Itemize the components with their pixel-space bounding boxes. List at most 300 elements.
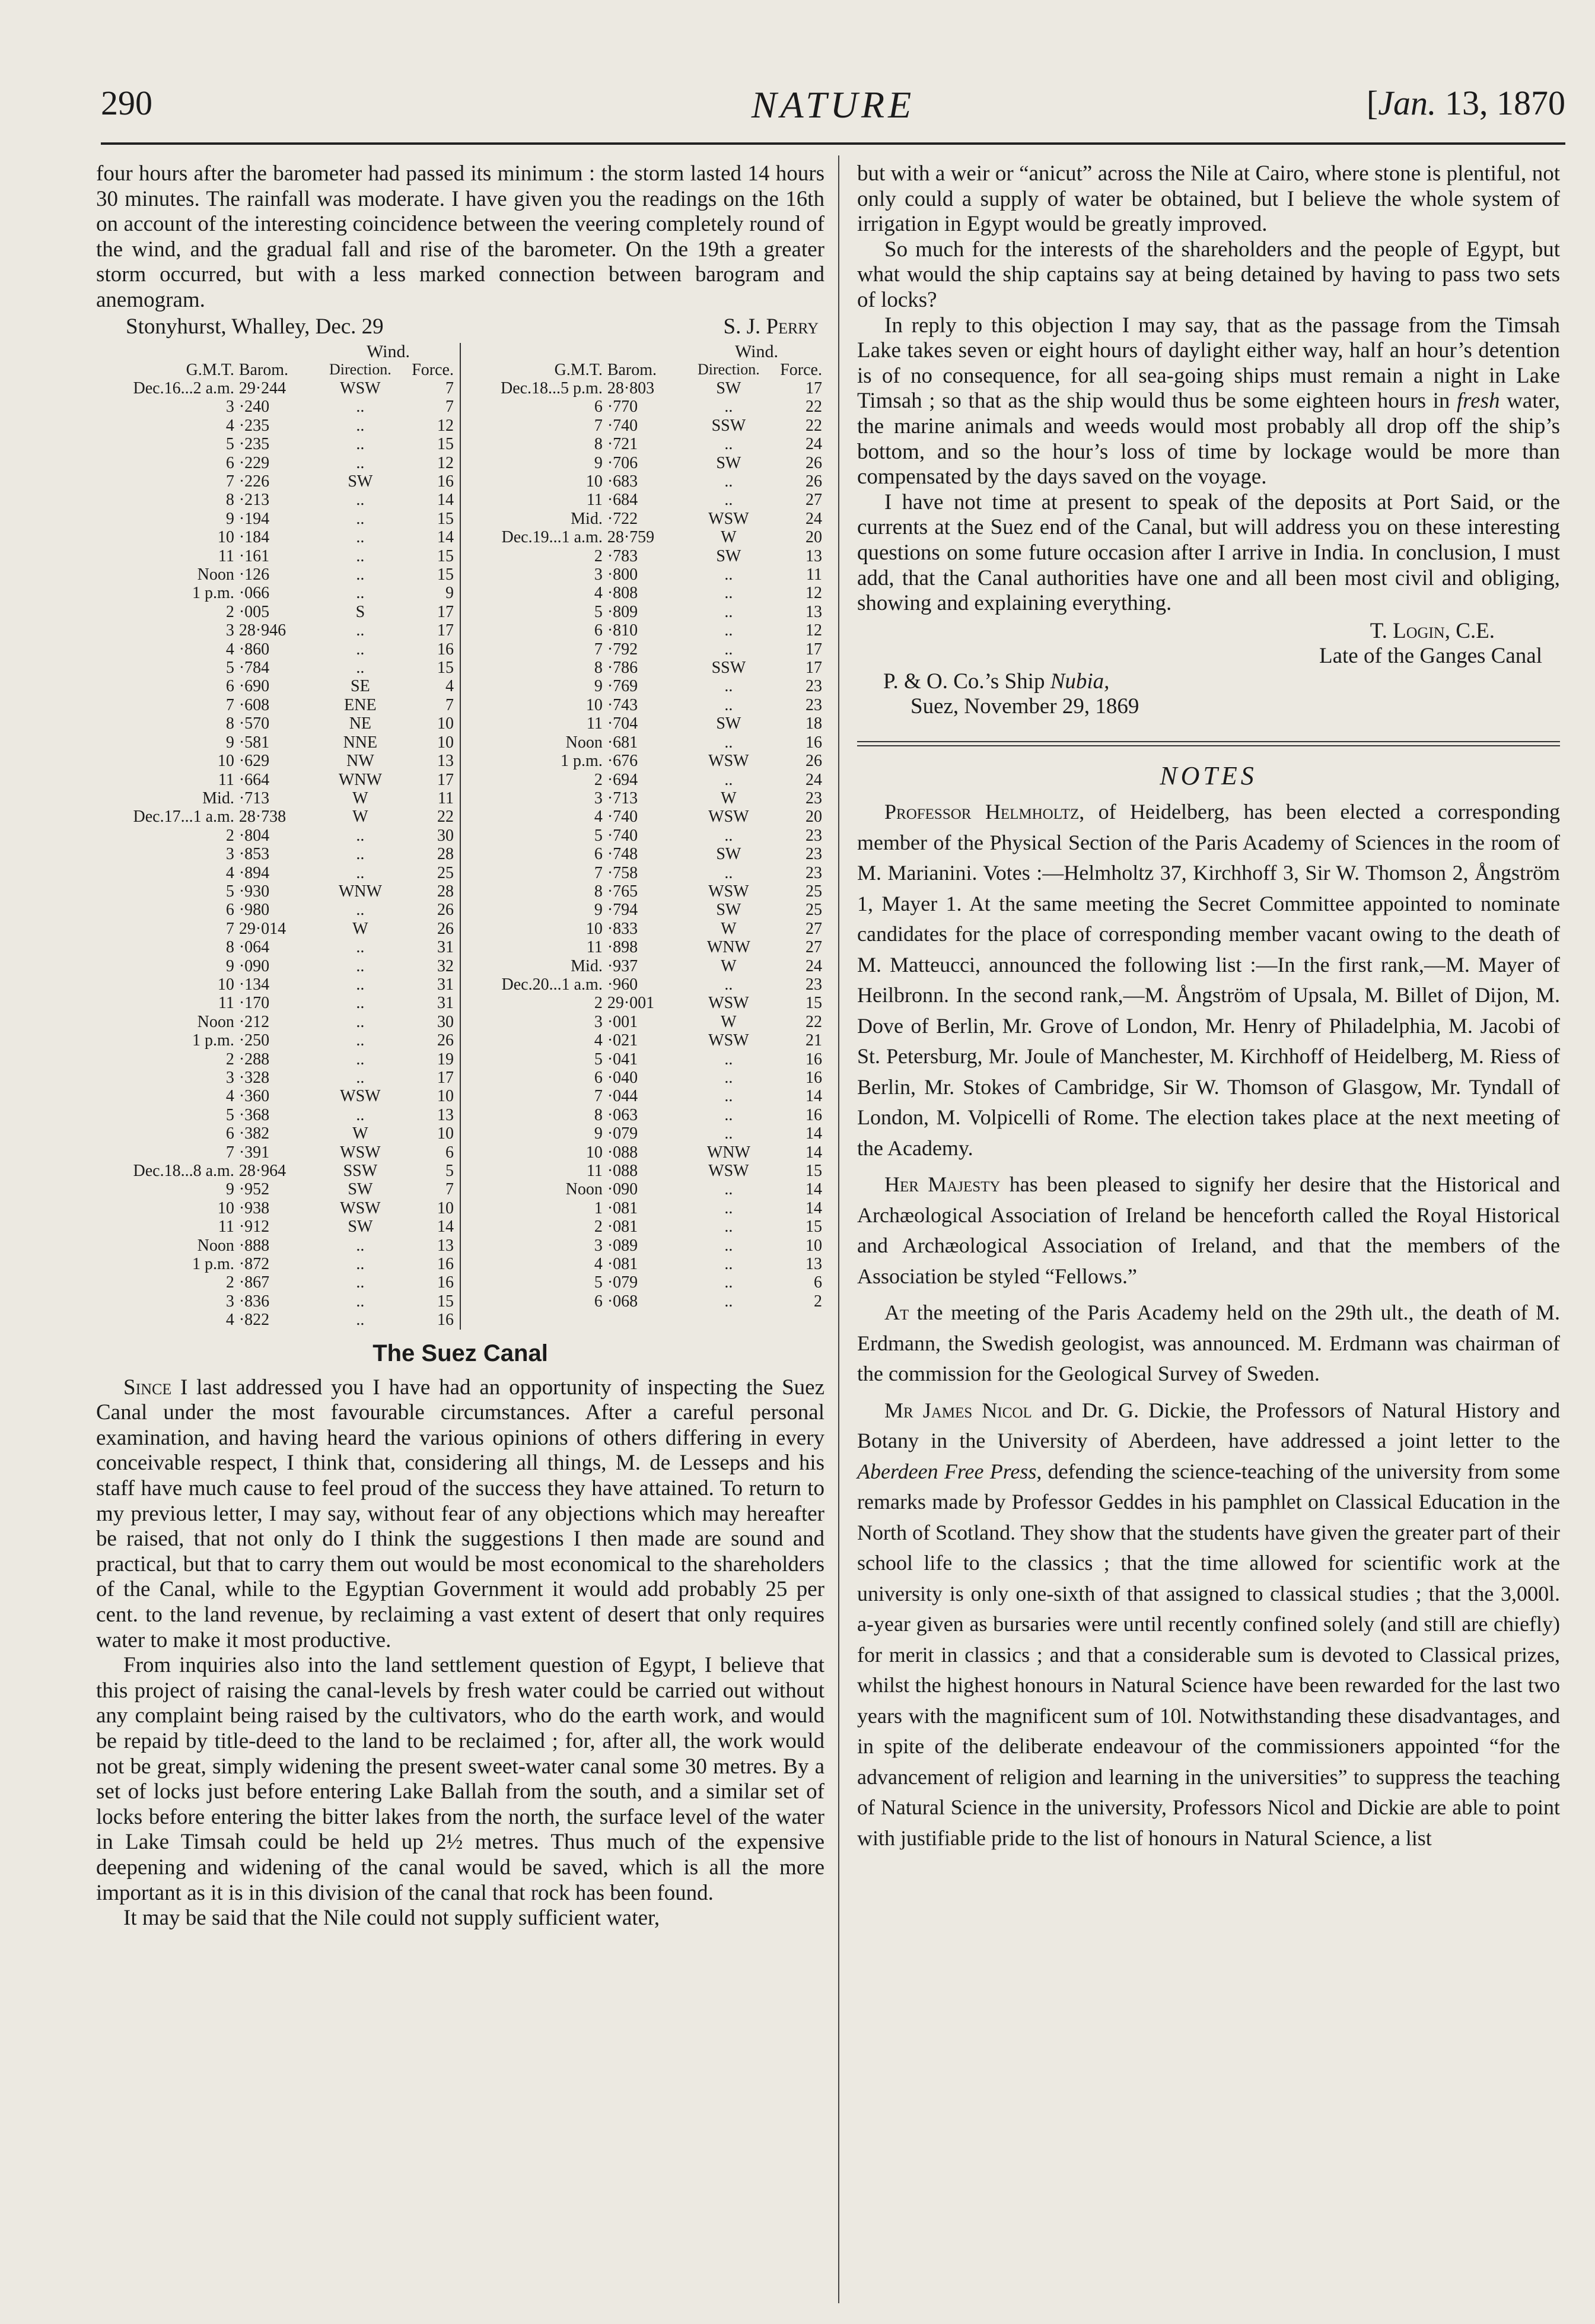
table-row	[96, 677, 456, 695]
table-row	[96, 1087, 456, 1105]
cell-direction: SW	[716, 379, 741, 398]
cell-gmt: 7	[594, 416, 603, 435]
page-number: 290	[101, 84, 152, 122]
table-row	[96, 1050, 456, 1069]
canal-paragraph-1: but with a weir or “anicut” across the Nile at Cairo, where stone is plentiful, not only could a supply of water be obtained, but I believe the whole system of irrigation in Egypt would be greatly improved.	[857, 161, 1560, 237]
cell-force: 10	[437, 1087, 454, 1106]
cell-force: 5	[445, 1162, 454, 1181]
cell-gmt: 8	[594, 435, 603, 454]
cell-direction: W	[352, 1124, 368, 1143]
table-row	[464, 1124, 824, 1143]
table-row	[96, 528, 456, 546]
cell-gmt: 5	[594, 602, 603, 621]
cell-barom: ·044	[607, 1087, 638, 1106]
cell-force: 21	[806, 1031, 822, 1050]
cell-direction: ..	[724, 1236, 733, 1255]
cell-gmt: 7	[225, 695, 234, 714]
cell-force: 14	[437, 491, 454, 510]
col-barom: Barom.	[238, 360, 289, 379]
cell-force: 24	[806, 956, 822, 975]
cell-barom: ·894	[238, 863, 270, 882]
cell-gmt: 3	[225, 621, 234, 640]
cell-barom: ·079	[607, 1273, 638, 1292]
table-row	[464, 659, 824, 677]
cell-gmt: 3	[594, 1012, 603, 1031]
cell-direction: WSW	[708, 882, 749, 901]
cell-force: 7	[445, 379, 454, 398]
cell-force: 13	[806, 1255, 822, 1274]
cell-direction: W	[721, 1012, 737, 1031]
cell-gmt: 2	[594, 1217, 603, 1236]
cell-direction: ..	[724, 1198, 733, 1217]
cell-barom: ·722	[607, 509, 638, 528]
cell-barom: ·867	[238, 1273, 270, 1292]
cell-force: 10	[437, 1198, 454, 1217]
note-her-majesty: Her Majesty has been pleased to signify her desire that the Historical and Archæological Association of Ireland be henceforth called the Royal Historical and Archæological Association of Ireland, and that the members of the Association be styled “Fellows.”	[857, 1172, 1560, 1288]
cell-direction: NW	[346, 752, 374, 771]
table-row	[96, 491, 456, 509]
cell-gmt: 11	[218, 994, 234, 1013]
cell-gmt: 4	[225, 863, 234, 882]
table-row	[96, 454, 456, 472]
table-row	[96, 1162, 456, 1180]
cell-direction: ..	[356, 1311, 365, 1330]
cell-gmt: 2	[225, 1050, 234, 1069]
cell-direction: SW	[348, 1217, 373, 1236]
table-row	[464, 1013, 824, 1031]
cell-gmt: 1 p.m.	[192, 584, 234, 603]
cell-gmt: 1	[594, 1198, 603, 1217]
cell-barom: ·001	[607, 1012, 638, 1031]
cell-force: 27	[806, 938, 822, 957]
cell-force: 30	[437, 1012, 454, 1031]
cell-gmt: 1 p.m.	[192, 1255, 234, 1274]
cell-gmt: Noon	[197, 565, 234, 584]
cell-gmt: 4	[225, 416, 234, 435]
weather-table-left-body	[96, 379, 456, 1330]
cell-direction: ..	[724, 602, 733, 621]
cell-barom: ·769	[607, 677, 638, 696]
cell-force: 10	[437, 1124, 454, 1143]
cell-force: 14	[806, 1124, 822, 1143]
table-row	[464, 826, 824, 845]
cell-gmt: 11	[218, 770, 234, 789]
table-row	[96, 603, 456, 621]
cell-direction: ..	[724, 1087, 733, 1106]
cell-direction: WSW	[708, 994, 749, 1013]
cell-direction: ..	[724, 863, 733, 882]
cell-gmt: 11	[586, 714, 603, 733]
cell-barom: ·960	[607, 975, 638, 994]
cell-force: 15	[806, 1162, 822, 1181]
cell-gmt: 6	[594, 1292, 603, 1311]
cell-direction: SSW	[711, 659, 746, 678]
table-row	[96, 920, 456, 938]
cell-force: 10	[437, 714, 454, 733]
cell-gmt: 2	[594, 770, 603, 789]
table-row	[96, 1273, 456, 1292]
cell-gmt: 8	[225, 938, 234, 957]
cell-gmt: 6	[225, 1124, 234, 1143]
cell-barom: ·235	[238, 435, 270, 454]
cell-direction: ..	[356, 1255, 365, 1274]
table-row	[96, 845, 456, 863]
cell-gmt: 6	[594, 845, 603, 864]
cell-direction: WSW	[340, 1198, 381, 1217]
cell-direction: ..	[356, 994, 365, 1013]
signature-login-name: T. Login, C.E.	[1370, 618, 1495, 643]
cell-force: 17	[437, 770, 454, 789]
cell-barom: ·240	[238, 398, 270, 417]
table-row	[96, 417, 456, 435]
cell-force: 7	[445, 695, 454, 714]
cell-gmt: 9	[594, 1124, 603, 1143]
cell-barom: ·235	[238, 416, 270, 435]
cell-barom: ·608	[238, 695, 270, 714]
cell-direction: ..	[356, 901, 365, 920]
cell-barom: ·194	[238, 509, 270, 528]
notes-section	[857, 797, 1560, 1854]
signature-place: Stonyhurst, Whalley, Dec. 29	[126, 314, 384, 339]
weather-table-right-body	[464, 379, 824, 1311]
cell-barom: ·740	[607, 826, 638, 845]
cell-force: 17	[806, 640, 822, 659]
cell-force: 15	[806, 994, 822, 1013]
cell-barom: ·758	[607, 863, 638, 882]
table-row	[464, 938, 824, 956]
cell-gmt: 3	[225, 1069, 234, 1087]
cell-gmt: Mid.	[571, 956, 603, 975]
cell-direction: ..	[724, 1255, 733, 1274]
col-force: Force.	[780, 360, 822, 379]
cell-force: 26	[806, 752, 822, 771]
cell-barom: ·748	[607, 845, 638, 864]
cell-force: 15	[437, 565, 454, 584]
cell-force: 13	[806, 602, 822, 621]
cell-direction: ..	[724, 1050, 733, 1069]
cell-direction: ..	[724, 584, 733, 603]
cell-barom: ·713	[238, 789, 270, 807]
cell-force: 16	[437, 1255, 454, 1274]
table-row	[96, 1292, 456, 1311]
cell-gmt: Dec.18...5 p.m.	[500, 379, 603, 398]
cell-gmt: 5	[225, 882, 234, 901]
cell-barom: ·066	[238, 584, 270, 603]
cell-direction: ..	[724, 975, 733, 994]
cell-force: 31	[437, 938, 454, 957]
note-nicol-dickie: Mr James Nicol and Dr. G. Dickie, the Professors of Natural History and Botany in the University of Aberdeen, have addressed a joint letter to the Aberdeen Free Press, defending the science-teaching of the university from some remarks made by Professor Geddes in his pamphlet on Classical Education in the North of Scotland. They show that the students have given the greater part of their school life to the classics ; that the time allowed for scientific work at the university is only one-sixth of that assigned to classical studies ; that the 3,000l. a-year given as bursaries were until recently confined solely (and still are chiefly) for merit in classics ; and that a considerable sum is devoted to Classical prizes, whilst the highest honours in Natural Science have been rewarded for the last two years with the magnificent sum of 10l. Notwithstanding these disadvantages, and in spite of the deliberate endeavour of the commissioners appointed “for the advancement of religion and learning in the universities” to suppress the teaching of Natural Science in the university, Professors Nicol and Dickie are able to point with justifiable pride to the list of honours in Natural Science, a list	[857, 1398, 1561, 1850]
cell-force: 32	[437, 956, 454, 975]
cell-direction: ..	[724, 398, 733, 417]
cell-gmt: 9	[225, 509, 234, 528]
table-row	[96, 1180, 456, 1198]
notes-title: NOTES	[1160, 761, 1257, 791]
cell-force: 23	[806, 677, 822, 696]
cell-barom: ·804	[238, 826, 270, 845]
table-row	[96, 789, 456, 807]
cell-force: 6	[445, 1143, 454, 1162]
cell-barom: ·089	[607, 1236, 638, 1255]
cell-barom: ·090	[238, 956, 270, 975]
cell-force: 10	[806, 1236, 822, 1255]
table-row	[464, 677, 824, 695]
cell-barom: ·088	[607, 1143, 638, 1162]
cell-barom: ·328	[238, 1069, 270, 1087]
cell-barom: ·213	[238, 491, 270, 510]
cell-force: 14	[806, 1087, 822, 1106]
cell-barom: 29·244	[238, 379, 286, 398]
cell-barom: ·980	[238, 901, 270, 920]
cell-gmt: 8	[594, 1105, 603, 1124]
cell-barom: ·063	[607, 1105, 638, 1124]
cell-gmt: 10	[585, 1143, 603, 1162]
table-row	[464, 714, 824, 733]
cell-barom: ·126	[238, 565, 270, 584]
cell-force: 22	[806, 398, 822, 417]
cell-barom: ·888	[238, 1236, 270, 1255]
cell-gmt: 11	[218, 1217, 234, 1236]
cell-gmt: 2	[225, 602, 234, 621]
cell-force: 25	[806, 901, 822, 920]
cell-barom: ·704	[607, 714, 638, 733]
cell-direction: ..	[356, 956, 365, 975]
cell-direction: ..	[724, 1273, 733, 1292]
table-row	[464, 472, 824, 491]
cell-force: 13	[806, 546, 822, 565]
cell-gmt: Mid.	[202, 789, 234, 807]
weather-table-left	[96, 343, 461, 1330]
cell-gmt: Dec.19...1 a.m.	[501, 528, 603, 547]
cell-force: 26	[437, 1031, 454, 1050]
cell-force: 16	[437, 640, 454, 659]
cell-direction: WSW	[708, 1031, 749, 1050]
cell-barom: ·898	[607, 938, 638, 957]
cell-direction: ..	[356, 975, 365, 994]
cell-direction: ..	[724, 695, 733, 714]
table-row	[96, 398, 456, 416]
table-row	[96, 733, 456, 752]
cell-gmt: 4	[594, 1031, 603, 1050]
cell-gmt: 4	[225, 1087, 234, 1106]
cell-gmt: 2	[225, 826, 234, 845]
cell-gmt: 4	[594, 1255, 603, 1274]
cell-barom: ·743	[607, 695, 638, 714]
cell-barom: 28·759	[607, 528, 655, 547]
cell-direction: ..	[356, 659, 365, 678]
left-column	[96, 161, 824, 1931]
cell-barom: ·676	[607, 752, 638, 771]
column-divider	[838, 155, 839, 2303]
cell-barom: ·629	[238, 752, 270, 771]
cell-force: 12	[806, 621, 822, 640]
table-row	[464, 640, 824, 659]
cell-force: 13	[437, 1236, 454, 1255]
table-row	[464, 1292, 824, 1311]
cell-direction: NE	[349, 714, 372, 733]
cell-gmt: Dec.18...8 a.m.	[133, 1162, 234, 1181]
table-row	[96, 864, 456, 882]
cell-gmt: 8	[225, 714, 234, 733]
cell-direction: WSW	[708, 752, 749, 771]
cell-force: 14	[437, 1217, 454, 1236]
cell-gmt: 2	[594, 994, 603, 1013]
cell-gmt: 8	[594, 882, 603, 901]
cell-force: 11	[806, 565, 822, 584]
cell-force: 16	[806, 733, 822, 752]
cell-direction: ..	[356, 1031, 365, 1050]
right-column	[857, 161, 1560, 1859]
cell-direction: ..	[724, 565, 733, 584]
cell-force: 13	[437, 1105, 454, 1124]
cell-force: 10	[437, 733, 454, 752]
cell-gmt: 3	[225, 845, 234, 864]
table-row	[96, 1255, 456, 1273]
cell-force: 15	[437, 1292, 454, 1311]
cell-gmt: 7	[225, 472, 234, 491]
cell-barom: ·808	[607, 584, 638, 603]
table-row	[464, 1217, 824, 1236]
cell-gmt: 10	[585, 472, 603, 491]
cell-direction: SW	[716, 901, 741, 920]
table-row	[96, 1069, 456, 1087]
cell-gmt: 6	[225, 677, 234, 696]
cell-gmt: 10	[217, 752, 234, 771]
cell-force: 30	[437, 826, 454, 845]
cell-barom: ·041	[607, 1050, 638, 1069]
cell-barom: 29·014	[238, 919, 286, 938]
cell-direction: ..	[724, 826, 733, 845]
table-row	[464, 584, 824, 602]
signature-name: S. J. Perry	[723, 314, 819, 339]
ship-line: P. & O. Co.’s Ship Nubia,	[883, 669, 1110, 694]
cell-barom: ·786	[607, 659, 638, 678]
cell-direction: NNE	[343, 733, 378, 752]
cell-direction: WSW	[708, 1162, 749, 1181]
cell-barom: ·937	[607, 956, 638, 975]
letter-signature	[96, 314, 824, 339]
cell-gmt: 1 p.m.	[192, 1031, 234, 1050]
cell-direction: ..	[356, 826, 365, 845]
col-force: Force.	[412, 360, 454, 379]
cell-gmt: 10	[585, 919, 603, 938]
cell-barom: ·382	[238, 1124, 270, 1143]
cell-barom: ·860	[238, 640, 270, 659]
cell-force: 26	[437, 919, 454, 938]
cell-barom: ·134	[238, 975, 270, 994]
cell-barom: ·021	[607, 1031, 638, 1050]
issue-date: [Jan. 13, 1870	[1366, 84, 1565, 122]
cell-force: 23	[806, 789, 822, 807]
cell-gmt: 2	[594, 546, 603, 565]
cell-barom: ·694	[607, 770, 638, 789]
cell-direction: WNW	[706, 1143, 750, 1162]
cell-gmt: 11	[218, 546, 234, 565]
cell-gmt: 4	[225, 640, 234, 659]
cell-force: 23	[806, 695, 822, 714]
suez-paragraph-3: It may be said that the Nile could not supply sufficient water,	[123, 1906, 660, 1931]
cell-direction: ENE	[344, 695, 377, 714]
cell-barom: ·090	[607, 1180, 638, 1199]
cell-force: 23	[806, 845, 822, 864]
table-row	[96, 771, 456, 789]
table-row	[464, 454, 824, 472]
cell-barom: ·664	[238, 770, 270, 789]
cell-gmt: 6	[594, 398, 603, 417]
cell-direction: ..	[356, 1273, 365, 1292]
cell-barom: ·853	[238, 845, 270, 864]
table-row	[96, 1013, 456, 1031]
cell-direction: ..	[356, 1105, 365, 1124]
col-barom: Barom.	[607, 360, 657, 379]
wind-header: Wind.	[735, 341, 778, 361]
cell-direction: ..	[356, 528, 365, 547]
suez-canal-title: The Suez Canal	[373, 1340, 548, 1366]
cell-force: 24	[806, 509, 822, 528]
table-row	[464, 1106, 824, 1124]
table-row	[464, 417, 824, 435]
cell-force: 27	[806, 491, 822, 510]
cell-force: 25	[437, 863, 454, 882]
cell-direction: ..	[356, 416, 365, 435]
cell-gmt: 8	[225, 491, 234, 510]
cell-force: 14	[806, 1143, 822, 1162]
cell-force: 17	[437, 621, 454, 640]
table-row	[464, 882, 824, 901]
cell-force: 7	[445, 1180, 454, 1199]
table-row	[96, 621, 456, 640]
cell-barom: 28·738	[238, 807, 286, 826]
cell-gmt: 6	[225, 901, 234, 920]
cell-direction: ..	[356, 491, 365, 510]
cell-barom: ·391	[238, 1143, 270, 1162]
table-row	[464, 901, 824, 919]
table-row	[464, 733, 824, 752]
cell-barom: ·081	[607, 1217, 638, 1236]
cell-direction: WNW	[338, 882, 382, 901]
table-row	[96, 1311, 456, 1329]
cell-force: 24	[806, 770, 822, 789]
cell-direction: SW	[348, 472, 373, 491]
cell-force: 22	[806, 1012, 822, 1031]
cell-gmt: 9	[594, 901, 603, 920]
cell-force: 28	[437, 882, 454, 901]
cell-force: 16	[806, 1069, 822, 1087]
cell-gmt: Noon	[197, 1012, 234, 1031]
cell-force: 12	[437, 416, 454, 435]
cell-direction: SW	[716, 845, 741, 864]
table-row	[96, 1217, 456, 1236]
cell-direction: W	[721, 789, 737, 807]
cell-barom: ·088	[607, 1162, 638, 1181]
cell-gmt: 10	[217, 975, 234, 994]
cell-gmt: 6	[594, 621, 603, 640]
cell-direction: ..	[724, 1180, 733, 1199]
cell-direction: ..	[724, 621, 733, 640]
table-row	[96, 1124, 456, 1143]
cell-direction: ..	[724, 640, 733, 659]
table-row	[96, 882, 456, 901]
cell-force: 26	[806, 453, 822, 472]
cell-barom: ·684	[607, 491, 638, 510]
cell-force: 14	[437, 528, 454, 547]
cell-direction: ..	[724, 435, 733, 454]
cell-barom: ·079	[607, 1124, 638, 1143]
canal-paragraph-3: In reply to this objection I may say, that as the passage from the Timsah Lake takes seven or eight hours of daylight either way, half an hour’s detention is of no consequence, for all sea-going ships must remain a night in Lake Timsah ; so that as the ship would thus be some eighteen hours in fresh water, the marine animals and weeds would most probably all drop off the ship’s bottom, and so the hour’s loss of time by lockage would be more than compensated by the days saved on the voyage.	[857, 313, 1561, 489]
table-row	[464, 920, 824, 938]
cell-barom: ·690	[238, 677, 270, 696]
cell-direction: ..	[356, 453, 365, 472]
cell-force: 16	[437, 1311, 454, 1330]
